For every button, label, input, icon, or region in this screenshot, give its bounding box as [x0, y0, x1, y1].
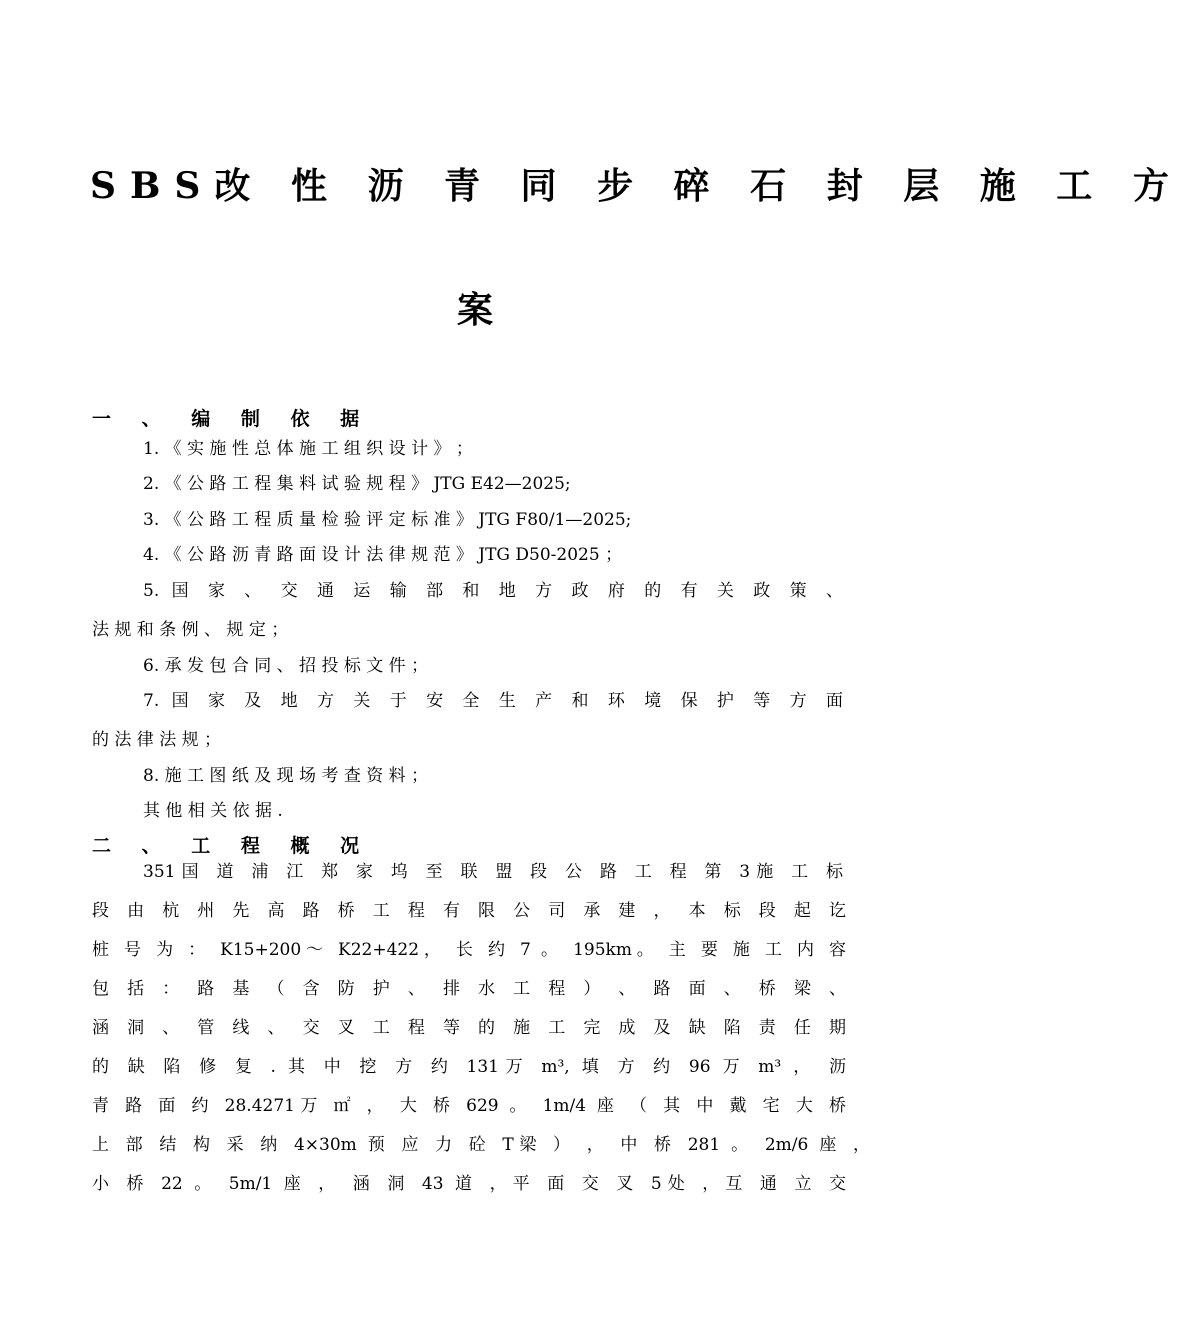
basis-item: 5. 国 家 、 交 通 运 输 部 和 地 方 政 府 的 有 关 政 策 、	[143, 581, 843, 601]
basis-item-continued: 法 规 和 条 例 、 规 定 ；	[92, 620, 289, 640]
basis-item: 4. 《 公 路 沥 青 路 面 设 计 法 律 规 范 》 JTG D50-2025 ；	[143, 545, 623, 565]
overview-line: 351国 道 浦 江 郑 家 坞 至 联 盟 段 公 路 工 程 第 3施 工 标	[143, 862, 844, 882]
overview-line: 的 缺 陷 修 复 . 其 中 挖 方 约 131万 m³, 填 方 约 96 万 m³ ， 沥	[92, 1057, 846, 1077]
overview-line: 段 由 杭 州 先 高 路 桥 工 程 有 限 公 司 承 建 ， 本 标 段 起 讫	[92, 901, 846, 921]
basis-item: 3. 《 公 路 工 程 质 量 检 验 评 定 标 准 》 JTG F80/1—2025;	[143, 510, 632, 530]
basis-item: 2. 《 公 路 工 程 集 料 试 验 规 程 》 JTG E42—2025;	[143, 474, 571, 494]
basis-item: 6. 承 发 包 合 同 、 招 投 标 文 件 ；	[143, 656, 429, 676]
section2-heading: 二 、 工 程 概 况	[92, 835, 372, 857]
document-title-line1: SBS改 性 沥 青 同 步 碎 石 封 层 施 工 方	[90, 165, 1183, 207]
basis-item: 7. 国 家 及 地 方 关 于 安 全 生 产 和 环 境 保 护 等 方 面	[143, 691, 843, 711]
basis-item: 1. 《 实 施 性 总 体 施 工 组 织 设 计 》 ；	[143, 439, 473, 459]
overview-line: 涵 洞 、 管 线 、 交 叉 工 程 等 的 施 工 完 成 及 缺 陷 责 任 期	[92, 1018, 846, 1038]
basis-item-continued: 的 法 律 法 规 ；	[92, 730, 222, 750]
document-title-line2: 案	[456, 289, 493, 331]
overview-line: 小 桥 22 。 5m/1 座 ， 涵 洞 43 道 ，平 面 交 叉 5处 ，互 通 立 交	[92, 1174, 846, 1194]
basis-item: 其 他 相 关 依 据 .	[143, 801, 283, 821]
overview-line: 桩 号 为 ： K15+200～ K22+422， 长 约 7 。 195km。 主 要 施 工 内 容	[92, 940, 846, 960]
basis-item: 8. 施 工 图 纸 及 现 场 考 查 资 料 ；	[143, 766, 429, 786]
section1-heading: 一 、 编 制 依 据	[92, 408, 372, 430]
overview-line: 上 部 结 构 采 纳 4×30m 预 应 力 砼 T梁 ） ， 中 桥 281 。 2m/6 座 ，	[92, 1135, 870, 1155]
overview-line: 包 括 ： 路 基 （ 含 防 护 、 排 水 工 程 ） 、 路 面 、 桥 梁 、	[92, 979, 846, 999]
overview-line: 青 路 面 约 28.4271万 ㎡ ， 大 桥 629 。 1m/4 座 （ 其 中 戴 宅 大 桥	[92, 1096, 846, 1116]
